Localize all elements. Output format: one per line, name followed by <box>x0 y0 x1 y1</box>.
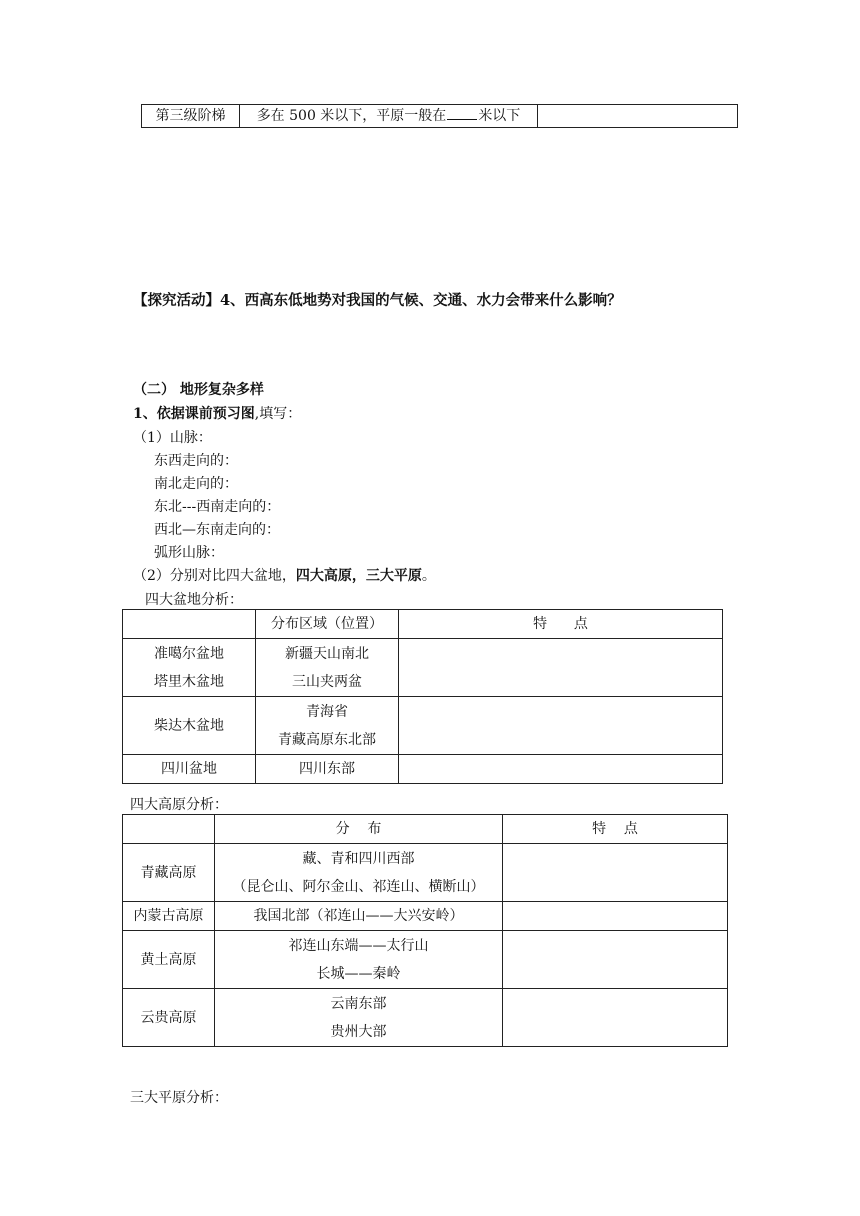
table-row <box>142 105 738 128</box>
table-row <box>123 902 728 931</box>
basin-name-cell <box>123 755 256 784</box>
table-row <box>123 815 728 844</box>
table-header-cell: 分 布 <box>215 815 503 844</box>
plateau-distribution: 长城——秦岭 <box>316 965 401 982</box>
activity-question <box>133 289 622 310</box>
plateau-distribution-cell <box>215 989 503 1047</box>
question-1 <box>133 403 301 423</box>
basin-feature-cell[interactable] <box>399 697 723 755</box>
question-1-tail: ,填写： <box>254 406 302 422</box>
basin-name-cell <box>123 639 256 697</box>
plateau-distribution: 云南东部 <box>330 995 387 1012</box>
basin-feature-cell[interactable] <box>399 755 723 784</box>
table-row <box>123 989 728 1047</box>
basin-name: 准噶尔盆地 <box>154 645 224 662</box>
step-extra-cell[interactable] <box>538 105 738 128</box>
plateau-feature-cell[interactable] <box>503 931 728 989</box>
table-header-cell: 分布区域（位置） <box>256 610 399 639</box>
plateau-name-cell: 青藏高原 <box>123 844 215 902</box>
table-header-cell <box>123 610 256 639</box>
basin-name: 四川盆地 <box>161 761 217 777</box>
activity-tag: 【探究活动】 <box>133 292 220 309</box>
table-header-cell <box>123 815 215 844</box>
basin-name: 塔里木盆地 <box>154 673 224 690</box>
table-row <box>123 639 723 697</box>
plateau-distribution: 藏、青和四川西部 <box>302 850 415 867</box>
plateau-distribution-cell <box>215 902 503 931</box>
plateau-distribution: （昆仑山、阿尔金山、祁连山、横断山） <box>232 878 485 895</box>
basin-feature-cell[interactable] <box>399 639 723 697</box>
basin-title: 四大盆地分析： <box>145 592 243 608</box>
step-desc-cell <box>240 105 538 128</box>
step-desc-before: 多在 500 米以下，平原一般在 <box>256 108 447 124</box>
step-desc-after: 米以下 <box>478 108 521 124</box>
basin-table <box>122 609 723 784</box>
plateau-title: 四大高原分析： <box>130 797 228 813</box>
basin-location-cell <box>256 697 399 755</box>
sub-question-1: （1）山脉： <box>133 430 212 446</box>
basin-location: 青海省 <box>306 703 348 720</box>
basin-location: 新疆天山南北 <box>285 645 369 662</box>
mountain-line: 弧形山脉： <box>154 545 224 561</box>
fill-blank[interactable] <box>447 105 477 120</box>
sub-question-2 <box>133 565 436 585</box>
basin-location-cell <box>256 639 399 697</box>
table-row <box>123 610 723 639</box>
plateau-distribution-cell <box>215 844 503 902</box>
plateau-feature-cell[interactable] <box>503 844 728 902</box>
basin-location: 三山夹两盆 <box>292 673 362 690</box>
activity-text: 4、西高东低地势对我国的气候、交通、水力会带来什么影响？ <box>220 292 622 309</box>
basin-location-cell <box>256 755 399 784</box>
step-name-cell: 第三级阶梯 <box>142 105 240 128</box>
question-1-text: 1、依据课前预习图 <box>133 406 255 422</box>
table-header-cell: 特 点 <box>399 610 723 639</box>
sub-question-2-text: （2）分别对比四大盆地， <box>133 568 296 584</box>
plateau-distribution: 我国北部（祁连山——大兴安岭） <box>253 908 464 924</box>
table-row <box>123 697 723 755</box>
table-row <box>123 931 728 989</box>
basin-name: 柴达木盆地 <box>154 717 224 734</box>
table-row <box>123 844 728 902</box>
mountain-line: 东西走向的： <box>154 453 238 469</box>
sub-question-2-end: 。 <box>421 568 436 584</box>
plateau-feature-cell[interactable] <box>503 989 728 1047</box>
plain-title: 三大平原分析： <box>130 1090 228 1106</box>
basin-location: 四川东部 <box>299 761 355 777</box>
mountain-line: 南北走向的： <box>154 476 238 492</box>
table-header-cell: 特 点 <box>503 815 728 844</box>
basin-location: 青藏高原东北部 <box>278 731 376 748</box>
plateau-name-cell: 云贵高原 <box>123 989 215 1047</box>
basin-name-cell <box>123 697 256 755</box>
plateau-distribution: 祁连山东端——太行山 <box>288 937 429 954</box>
plateau-name-cell: 黄土高原 <box>123 931 215 989</box>
step-table <box>141 104 738 128</box>
plateau-distribution: 贵州大部 <box>330 1023 387 1040</box>
sub-question-2-bold: 四大高原，三大平原 <box>295 568 422 584</box>
section-heading: （二） 地形复杂多样 <box>133 382 264 398</box>
plateau-distribution-cell <box>215 931 503 989</box>
plateau-name-cell: 内蒙古高原 <box>123 902 215 931</box>
mountain-line: 东北---西南走向的： <box>154 499 281 515</box>
mountain-line: 西北—东南走向的： <box>154 522 280 538</box>
plateau-feature-cell[interactable] <box>503 902 728 931</box>
table-row <box>123 755 723 784</box>
plateau-table <box>122 814 728 1047</box>
